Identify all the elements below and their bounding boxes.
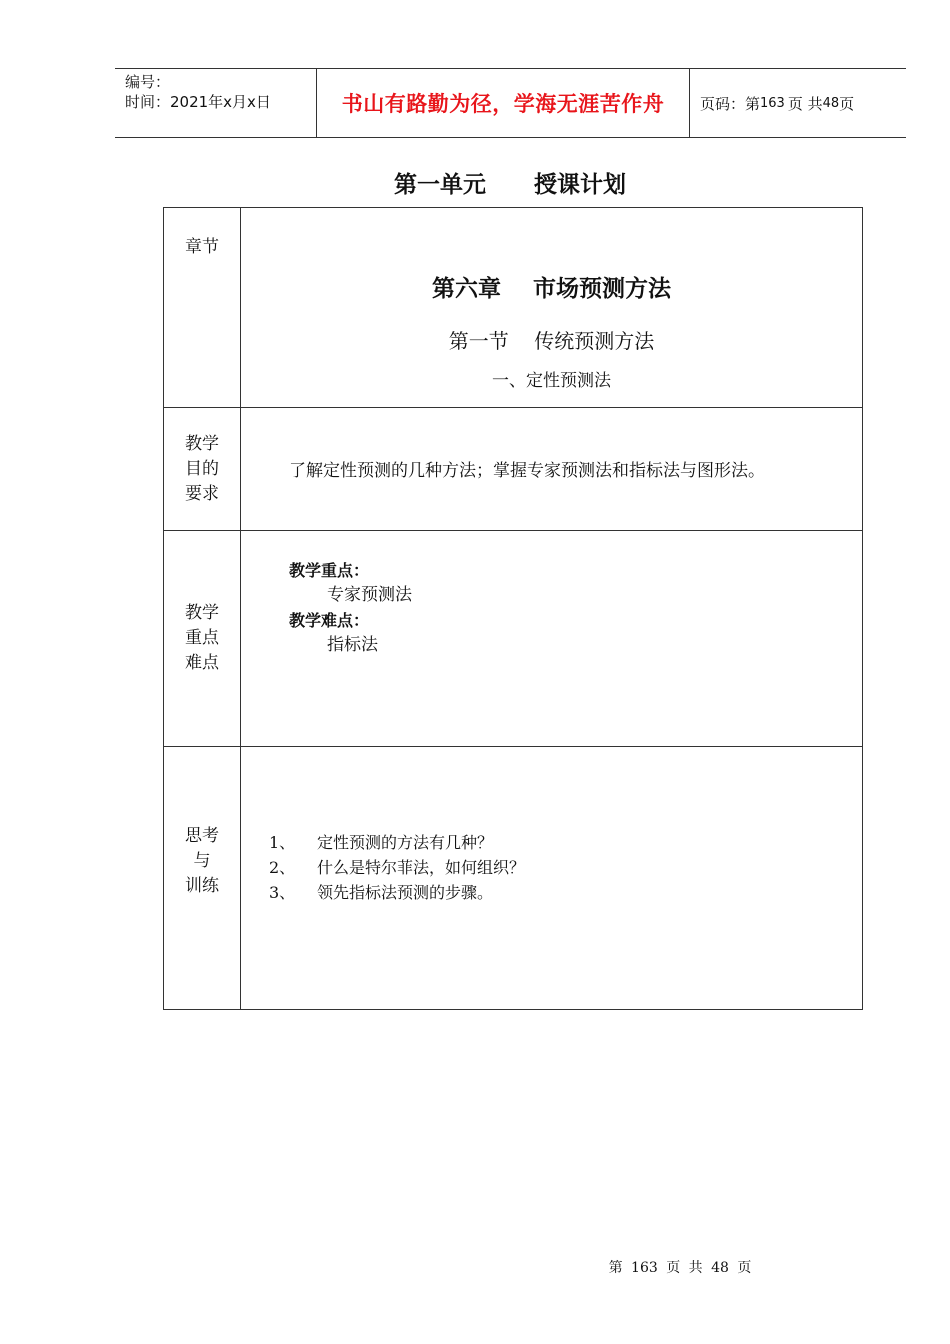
question-text: 领先指标法预测的步骤。 bbox=[317, 883, 494, 902]
keypoints-label-line3: 难点 bbox=[185, 653, 219, 673]
list-item bbox=[269, 855, 862, 880]
label-practice bbox=[164, 747, 241, 1010]
question-number: 2、 bbox=[269, 858, 296, 877]
page-number: 163 bbox=[760, 95, 785, 111]
practice-label-line2: 与 bbox=[193, 851, 211, 871]
keypoints-content bbox=[241, 531, 863, 747]
difficulty-label: 教学难点： bbox=[289, 611, 370, 630]
goals-label-line1: 教学 bbox=[185, 434, 219, 454]
practice-label-line3: 训练 bbox=[185, 876, 219, 896]
key-point-value: 专家预测法 bbox=[327, 585, 412, 605]
page-prefix: 页码：第 bbox=[700, 94, 761, 113]
lesson-plan-table bbox=[163, 207, 863, 1010]
subsection-title: 一、定性预测法 bbox=[492, 371, 611, 391]
label-keypoints bbox=[164, 531, 241, 747]
serial-label: 编号： bbox=[125, 73, 171, 91]
section-title: 第一节 传统预测方法 bbox=[448, 329, 655, 353]
page-suffix: 页 bbox=[839, 94, 855, 113]
label-chapter bbox=[164, 208, 241, 408]
row-goals bbox=[164, 408, 863, 531]
question-number: 1、 bbox=[269, 833, 296, 852]
row-chapter bbox=[164, 208, 863, 408]
question-number: 3、 bbox=[269, 883, 296, 902]
page-header bbox=[115, 68, 906, 138]
row-practice bbox=[164, 747, 863, 1010]
unit-title: 第一单元 授课计划 bbox=[393, 172, 627, 198]
chapter-label: 章节 bbox=[185, 237, 219, 257]
header-page-info bbox=[690, 69, 906, 137]
chapter-title: 第六章 市场预测方法 bbox=[431, 276, 672, 302]
question-text: 定性预测的方法有几种？ bbox=[317, 833, 494, 852]
goals-content bbox=[241, 408, 863, 531]
page-footer: 第 163 页 共 48 页 bbox=[608, 1260, 752, 1276]
keypoints-label-line2: 重点 bbox=[185, 628, 219, 648]
time-text: 时间：2021年x月x日 bbox=[125, 93, 271, 111]
practice-label-line1: 思考 bbox=[185, 826, 219, 846]
practice-content bbox=[241, 747, 863, 1010]
goals-label-line2: 目的 bbox=[185, 459, 219, 479]
chapter-content bbox=[241, 208, 863, 408]
list-item bbox=[269, 830, 862, 855]
label-goals bbox=[164, 408, 241, 531]
header-slogan: 书山有路勤为径，学海无涯苦作舟 bbox=[317, 69, 690, 137]
row-keypoints bbox=[164, 531, 863, 747]
goals-label-line3: 要求 bbox=[185, 484, 219, 504]
header-meta bbox=[115, 69, 317, 137]
goals-text: 了解定性预测的几种方法；掌握专家预测法和指标法与图形法。 bbox=[289, 461, 765, 481]
page-total: 48 bbox=[822, 95, 840, 111]
key-point-label: 教学重点： bbox=[289, 561, 370, 580]
list-item bbox=[269, 880, 862, 905]
difficulty-value: 指标法 bbox=[327, 635, 378, 655]
question-text: 什么是特尔菲法，如何组织？ bbox=[317, 858, 526, 877]
page-mid: 页 共 bbox=[787, 94, 823, 113]
keypoints-label-line1: 教学 bbox=[185, 603, 219, 623]
